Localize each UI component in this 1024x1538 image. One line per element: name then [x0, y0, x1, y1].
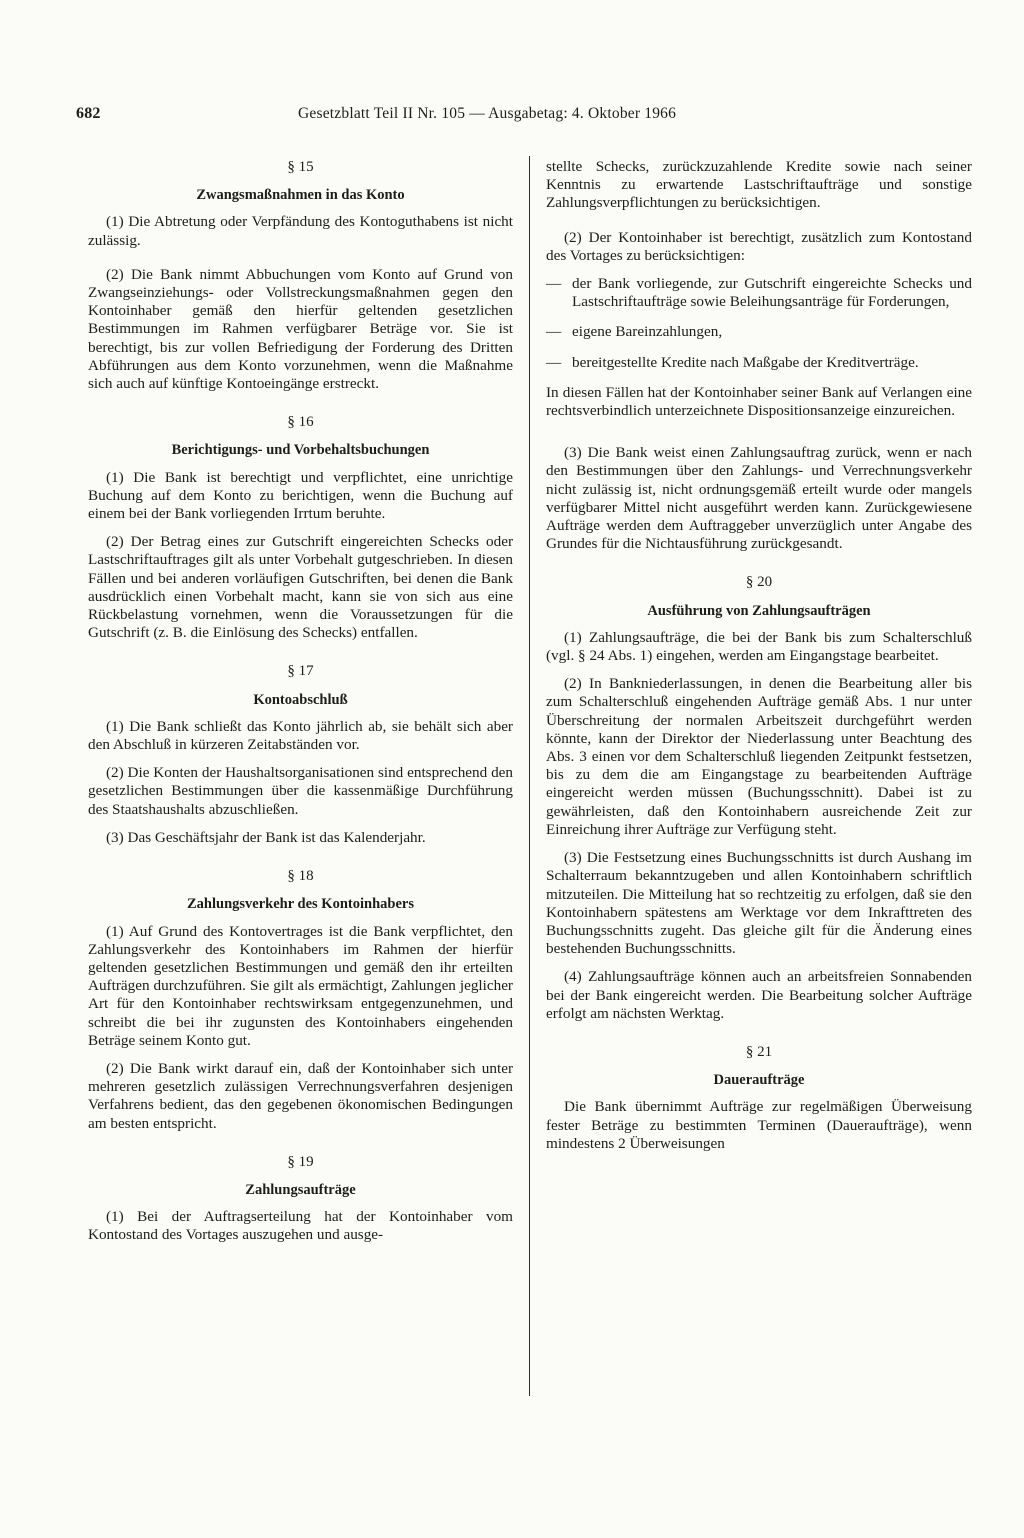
- section-number: § 19: [287, 1153, 314, 1170]
- paragraph: Die Bank übernimmt Aufträge zur regelmäßigen Überweisung fester Beträge zu bestimmten Terminen (Daueraufträge), wenn mindestens 2 Überweisungen: [546, 1098, 972, 1152]
- section-number: § 16: [287, 414, 314, 431]
- list-item-text: der Bank vorliegende, zur Gutschrift eingereichte Schecks und Lastschriftaufträge sowie Beleihungsanträge für Forderungen,: [572, 275, 972, 311]
- paragraph: (2) Die Bank wirkt darauf ein, daß der Kontoinhaber sich unter mehreren gesetzlich zulässigen Verrechnungsverfahren desjenigen Verfahrens bedient, das den gegebenen ökonomischen Bedingungen am besten entspricht.: [88, 1059, 513, 1132]
- paragraph: (3) Die Bank weist einen Zahlungsauftrag zurück, wenn er nach den Bestimmungen über den Zahlungs- und Verrechnungsverkehr nicht zulässig ist, nicht ordnungsgemäß erteilt wurde oder mangels verfügbarer Mittel nicht ausgeführt werden kann. Zurückgewiesene Aufträge werden dem Auftraggeber unverzüglich unter Angabe des Grundes für die Nichtausführung zurückgesandt.: [546, 444, 972, 553]
- list-item-text: eigene Bareinzahlungen,: [572, 323, 723, 341]
- dash-marker: —: [546, 275, 562, 293]
- paragraph: (2) In Bankniederlassungen, in denen die Bearbeitung aller bis zum Schalterschluß eingehenden Aufträge gemäß Abs. 1 nur unter Überschreitung der normalen Arbeitszeit durchgeführt werden könnte, kann der Direktor der Niederlassung unter Beachtung des Abs. 3 einen vor dem Schalterschluß liegenden Zeitpunkt festsetzen, bis zu dem die am Eingangstage zu bearbeitenden Aufträge eingereicht werden müssen (Buchungsschnitt). Dabei ist zu gewährleisten, daß den Kontoinhabern ausreichende Zeit zur Einreichung ihrer Aufträge zur Verfügung steht.: [546, 675, 972, 838]
- left-column: [88, 158, 513, 1255]
- dash-marker: —: [546, 323, 562, 341]
- list-item: [546, 354, 972, 372]
- paragraph: In diesen Fällen hat der Kontoinhaber seiner Bank auf Verlangen eine rechtsverbindlich unterzeichnete Dispositionsanzeige einzureichen.: [546, 383, 972, 420]
- paragraph: (3) Die Festsetzung eines Buchungsschnitts ist durch Aushang im Schalterraum bekanntzugeben und allen Kontoinhabern schriftlich mitzuteilen. Die Mitteilung hat so rechtzeitig zu erfolgen, daß sie den Kontoinhabern spätestens am Werktage vor dem Inkrafttreten des Buchungsschnitts zugeht. Das gleiche gilt für die Änderung eines bestehenden Buchungsschnitts.: [546, 849, 972, 958]
- right-column: [546, 158, 972, 1163]
- paragraph: (2) Die Konten der Haushaltsorganisationen sind entsprechend den gesetzlichen Bestimmungen über die kassenmäßige Durchführung des Staatshaushalts abzuschließen.: [88, 764, 513, 818]
- paragraph: (1) Bei der Auftragserteilung hat der Kontoinhaber vom Kontostand des Vortages auszugehen und ausge-: [88, 1208, 513, 1244]
- section-number: § 17: [287, 663, 314, 680]
- section-number: § 18: [287, 868, 314, 885]
- paragraph: (1) Zahlungsaufträge, die bei der Bank bis zum Schalterschluß (vgl. § 24 Abs. 1) eingehen, werden am Eingangstage bearbeitet.: [546, 628, 972, 665]
- paragraph: stellte Schecks, zurückzuzahlende Kredite sowie nach seiner Kenntnis zu erwartende Lastschriftaufträge und sonstige Zahlungsverpflichtungen zu berücksichtigen.: [546, 158, 972, 212]
- page-number: 682: [76, 105, 101, 122]
- paragraph: (2) Die Bank nimmt Abbuchungen vom Konto auf Grund von Zwangseinziehungs- oder Vollstreckungsmaßnahmen gegen den Kontoinhaber gemäß den hierfür geltenden gesetzlichen Bestimmungen im Rahmen verfügbarer Beträge vor. Sie ist berechtigt, bis zur vollen Befriedigung der Forderung des Dritten Abführungen aus dem Konto vorzunehmen, wenn die Maßnahme sich auch auf künftige Kontoeingänge erstreckt.: [88, 265, 513, 393]
- section-title: Daueraufträge: [713, 1072, 805, 1089]
- section-title: Ausführung von Zahlungsaufträgen: [647, 602, 871, 619]
- section-number: § 20: [745, 574, 773, 591]
- section-title: Zahlungsaufträge: [245, 1181, 356, 1198]
- list-item: [546, 275, 972, 311]
- section-title: Zahlungsverkehr des Kontoinhabers: [187, 896, 414, 913]
- section-title: Kontoabschluß: [253, 691, 348, 708]
- column-divider: [529, 156, 530, 1396]
- paragraph: (1) Die Bank schließt das Konto jährlich ab, sie behält sich aber den Abschluß in kürzeren Zeitabständen vor.: [88, 717, 513, 754]
- paragraph: (2) Der Kontoinhaber ist berechtigt, zusätzlich zum Kontostand des Vortages zu berücksichtigen:: [546, 228, 972, 264]
- paragraph: (1) Die Bank ist berechtigt und verpflichtet, eine unrichtige Buchung auf dem Konto zu berichtigen, wenn die Buchung auf einem bei der Bank vorliegenden Irrtum beruhte.: [88, 468, 513, 523]
- paragraph: (4) Zahlungsaufträge können auch an arbeitsfreien Sonnabenden bei der Bank eingereicht werden. Die Bearbeitung solcher Aufträge erfolgt am nächsten Werktag.: [546, 968, 972, 1022]
- paragraph: (2) Der Betrag eines zur Gutschrift eingereichten Schecks oder Lastschriftauftrages gilt als unter Vorbehalt gutgeschrieben. In diesen Fällen und bei anderen vorläufigen Gutschriften, bei denen die Bank ausdrücklich einen Vorbehalt macht, kann sie von sich aus eine Rückbelastung vornehmen, wenn die Voraussetzungen für die Gutschrift (z. B. die Einlösung des Schecks) entfallen.: [88, 533, 513, 642]
- paragraph: (1) Auf Grund des Kontovertrages ist die Bank verpflichtet, den Zahlungsverkehr des Kontoinhabers im Rahmen der hierfür geltenden gesetzlichen Bestimmungen und gemäß den ihr erteilten Aufträgen durchzuführen. Sie gilt als ermächtigt, Zahlungen jeglicher Art für den Kontoinhaber rechtswirksam entgegenzunehmen, und schreibt die bei ihr zugunsten des Kontoinhabers eingehenden Beträge seinem Konto gut.: [88, 922, 513, 1049]
- header-title: Gesetzblatt Teil II Nr. 105 — Ausgabetag: 4. Oktober 1966: [298, 105, 677, 122]
- section-number: § 21: [745, 1043, 773, 1060]
- paragraph: (1) Die Abtretung oder Verpfändung des Kontoguthabens ist nicht zulässig.: [88, 213, 513, 249]
- list-item-text: bereitgestellte Kredite nach Maßgabe der Kreditverträge.: [572, 353, 919, 371]
- list-item: [546, 323, 972, 341]
- paragraph: (3) Das Geschäftsjahr der Bank ist das Kalenderjahr.: [106, 828, 426, 846]
- section-title: Berichtigungs- und Vorbehaltsbuchungen: [171, 442, 430, 459]
- dash-marker: —: [546, 353, 562, 371]
- section-number: § 15: [287, 159, 314, 175]
- section-title: Zwangsmaßnahmen in das Konto: [196, 187, 405, 204]
